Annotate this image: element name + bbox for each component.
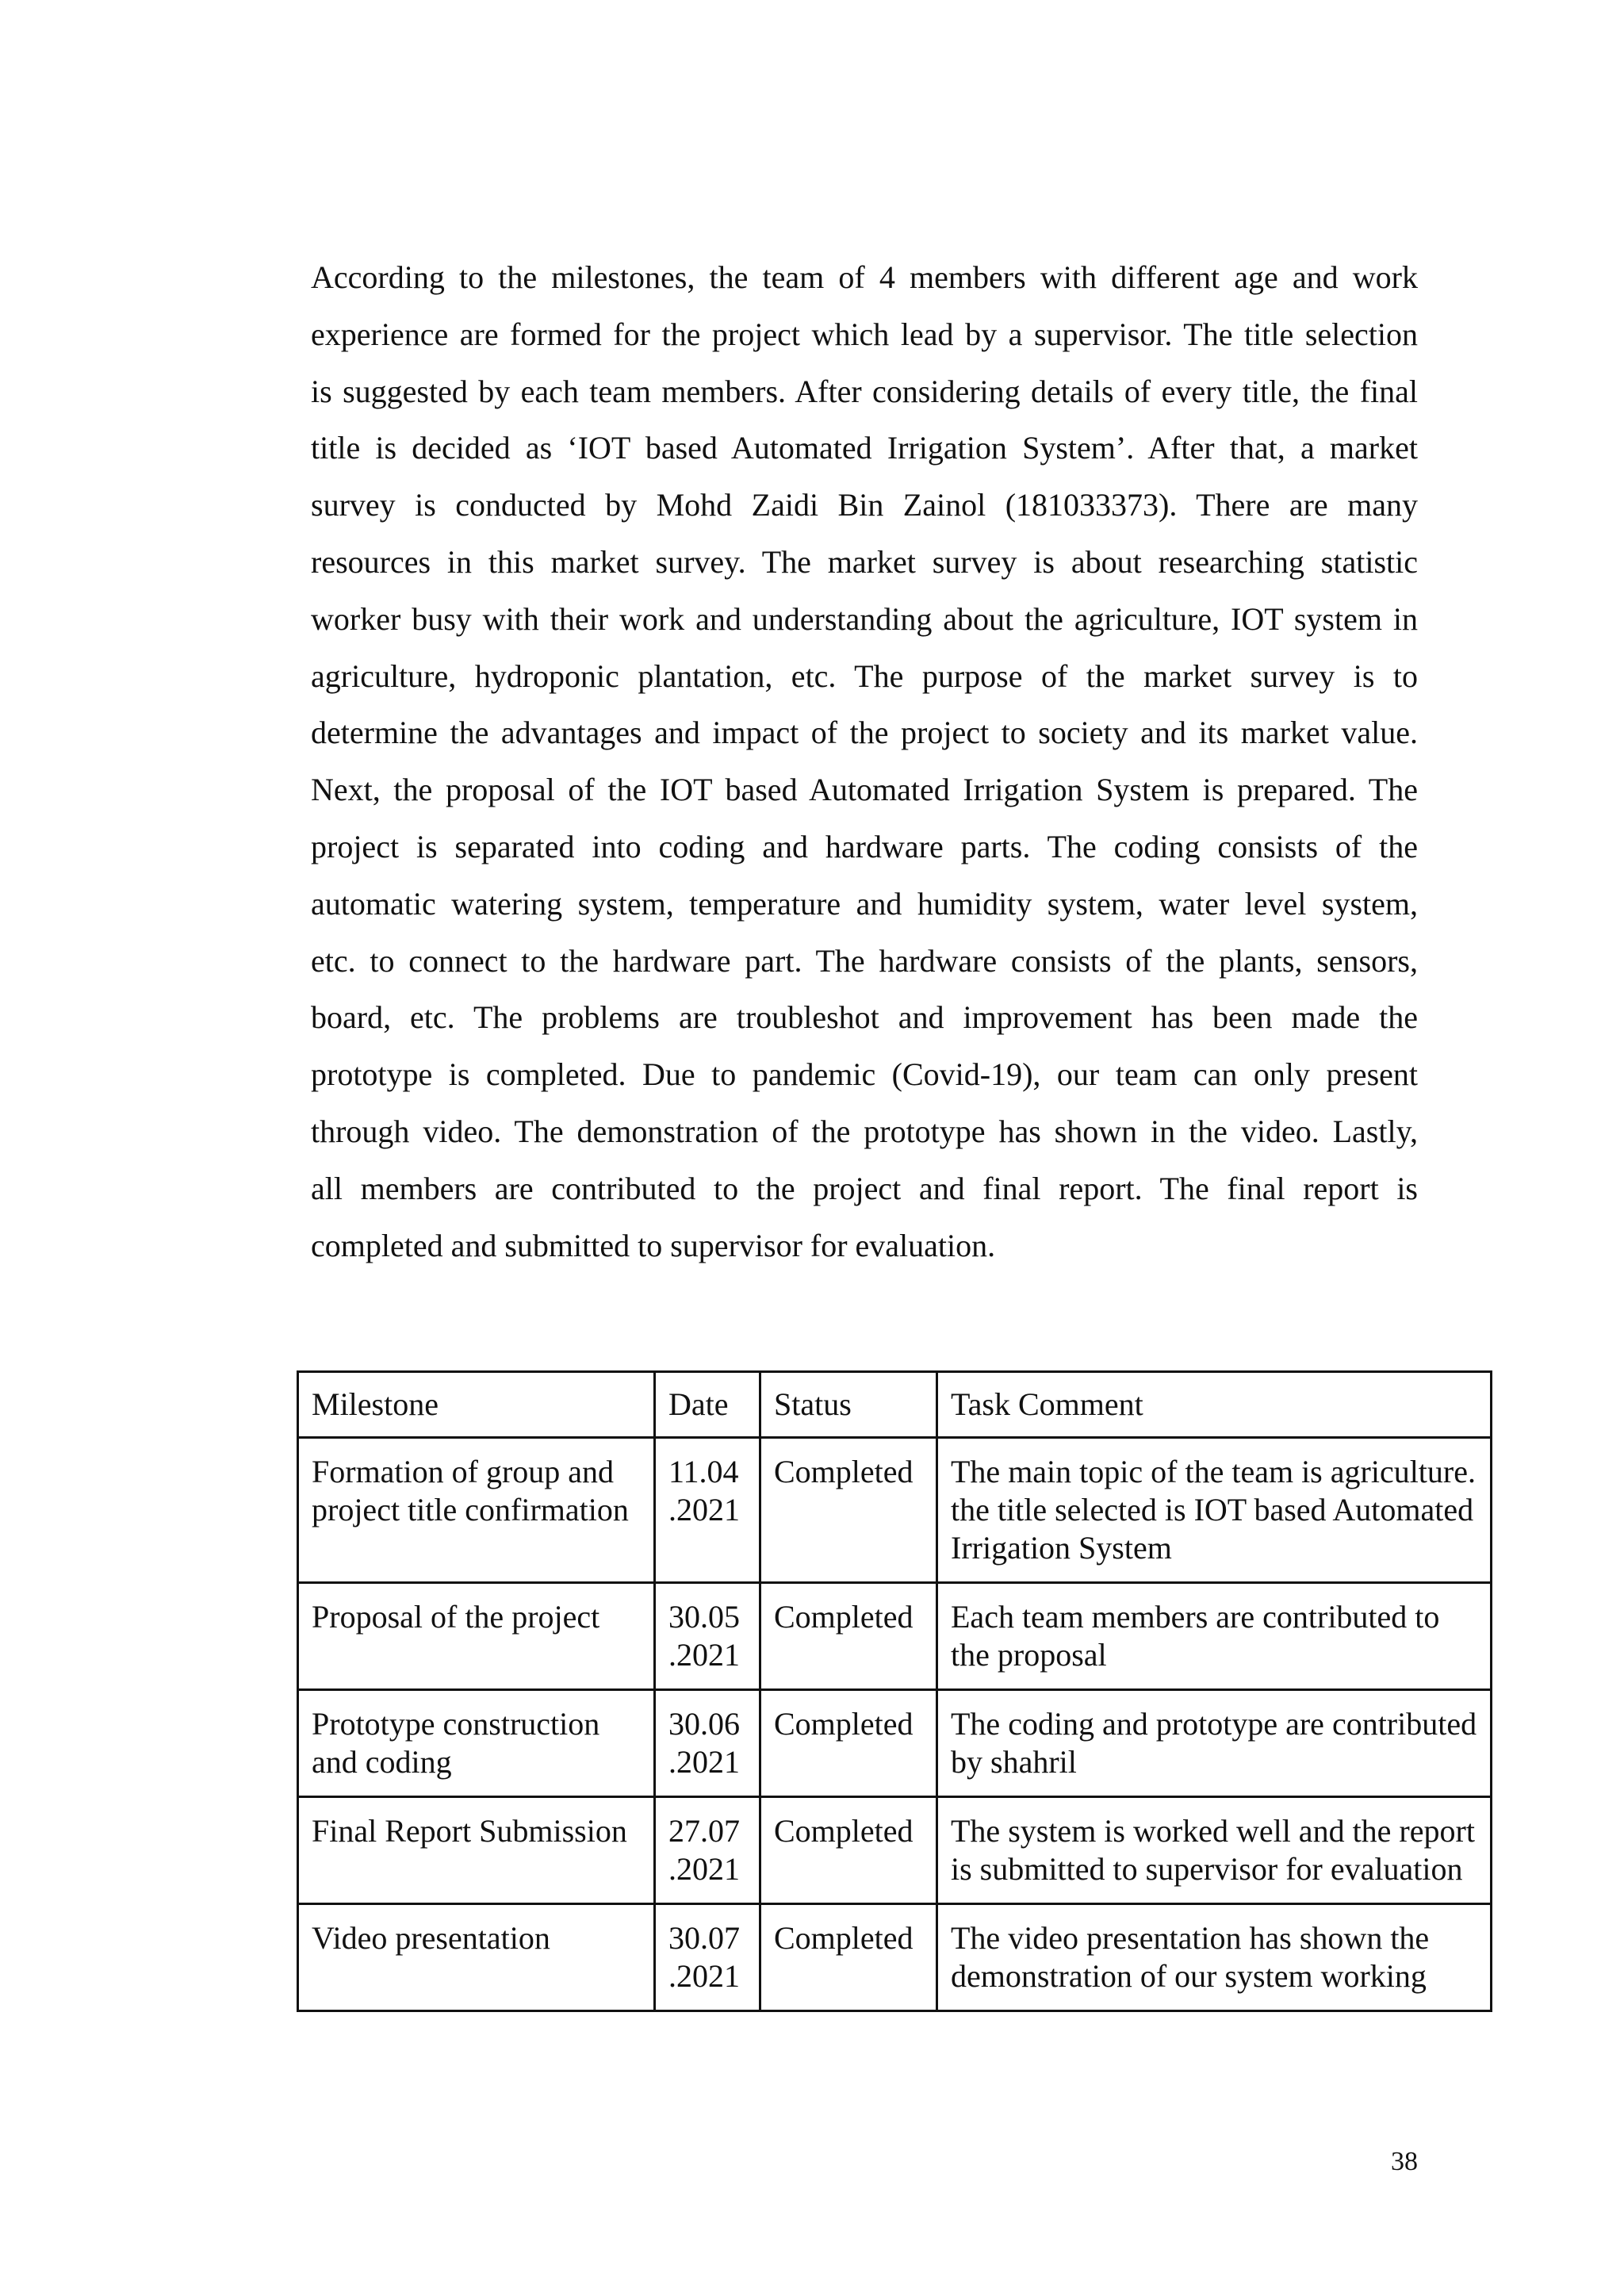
cell-date <box>655 1797 760 1904</box>
paragraph-line: through video. The demonstration of the prototype has shown in the video. Lastly, <box>311 1113 1418 1149</box>
paragraph-line: etc. to connect to the hardware part. The hardware consists of the plants, sensors, <box>311 942 1418 979</box>
table-row <box>298 1583 1492 1690</box>
cell-comment: Each team members are contributed to the proposal <box>937 1583 1492 1690</box>
date-year: .2021 <box>668 1744 740 1780</box>
paragraph-line: project is separated into coding and hardware parts. The coding consists of the <box>311 828 1418 864</box>
date-year: .2021 <box>668 1851 740 1887</box>
paragraph-line: survey is conducted by Mohd Zaidi Bin Zainol (181033373). There are many <box>311 487 1418 523</box>
cell-milestone: Proposal of the project <box>298 1583 655 1690</box>
date-day-month: 27.07 <box>668 1813 740 1849</box>
table-row <box>298 1438 1492 1583</box>
cell-status: Completed <box>760 1690 937 1797</box>
header-status: Status <box>760 1372 937 1438</box>
cell-milestone: Final Report Submission <box>298 1797 655 1904</box>
cell-comment: The coding and prototype are contributed by shahril <box>937 1690 1492 1797</box>
cell-milestone: Formation of group and project title confirmation <box>298 1438 655 1583</box>
cell-date <box>655 1904 760 2011</box>
cell-date <box>655 1690 760 1797</box>
paragraph-line: Next, the proposal of the IOT based Automated Irrigation System is prepared. The <box>311 772 1418 808</box>
paragraph-line: experience are formed for the project which lead by a supervisor. The title selection <box>311 316 1418 352</box>
paragraph-line: prototype is completed. Due to pandemic (Covid-19), our team can only present <box>311 1056 1418 1093</box>
cell-milestone: Prototype construction and coding <box>298 1690 655 1797</box>
cell-status: Completed <box>760 1904 937 2011</box>
cell-comment: The system is worked well and the report is submitted to supervisor for evaluation <box>937 1797 1492 1904</box>
paragraph-line: board, etc. The problems are troubleshot and improvement has been made the <box>311 999 1418 1036</box>
header-date: Date <box>655 1372 760 1438</box>
paragraph-line: resources in this market survey. The market survey is about researching statistic <box>311 543 1418 580</box>
paragraph-line: is suggested by each team members. After considering details of every title, the final <box>311 373 1418 409</box>
cell-milestone: Video presentation <box>298 1904 655 2011</box>
date-year: .2021 <box>668 1958 740 1994</box>
body-paragraph <box>311 249 1418 1274</box>
paragraph-line: worker busy with their work and understanding about the agriculture, IOT system in <box>311 600 1418 637</box>
paragraph-line: agriculture, hydroponic plantation, etc. The purpose of the market survey is to <box>311 657 1418 694</box>
paragraph-line: all members are contributed to the project and final report. The final report is <box>311 1170 1418 1206</box>
paragraph-line: determine the advantages and impact of the project to society and its market value. <box>311 715 1418 751</box>
paragraph-line: title is decided as ‘IOT based Automated Irrigation System’. After that, a market <box>311 430 1418 466</box>
cell-date <box>655 1438 760 1583</box>
cell-comment: The main topic of the team is agriculture. the title selected is IOT based Automated Irrigation System <box>937 1438 1492 1583</box>
cell-status: Completed <box>760 1583 937 1690</box>
milestone-table <box>297 1370 1492 2012</box>
table-header-row <box>298 1372 1492 1438</box>
header-task-comment: Task Comment <box>937 1372 1492 1438</box>
table-row <box>298 1904 1492 2011</box>
cell-comment: The video presentation has shown the demonstration of our system working <box>937 1904 1492 2011</box>
paragraph-line: According to the milestones, the team of 4 members with different age and work <box>311 259 1418 295</box>
date-day-month: 30.06 <box>668 1706 740 1742</box>
date-day-month: 11.04 <box>668 1454 739 1489</box>
cell-status: Completed <box>760 1797 937 1904</box>
table-row <box>298 1797 1492 1904</box>
date-day-month: 30.05 <box>668 1599 740 1635</box>
date-year: .2021 <box>668 1637 740 1673</box>
paragraph-line: automatic watering system, temperature and humidity system, water level system, <box>311 885 1418 922</box>
header-milestone: Milestone <box>298 1372 655 1438</box>
date-day-month: 30.07 <box>668 1920 740 1956</box>
page-number: 38 <box>1391 2147 1418 2176</box>
table-row <box>298 1690 1492 1797</box>
date-year: .2021 <box>668 1492 740 1527</box>
paragraph-line: completed and submitted to supervisor for evaluation. <box>311 1227 996 1263</box>
cell-status: Completed <box>760 1438 937 1583</box>
cell-date <box>655 1583 760 1690</box>
